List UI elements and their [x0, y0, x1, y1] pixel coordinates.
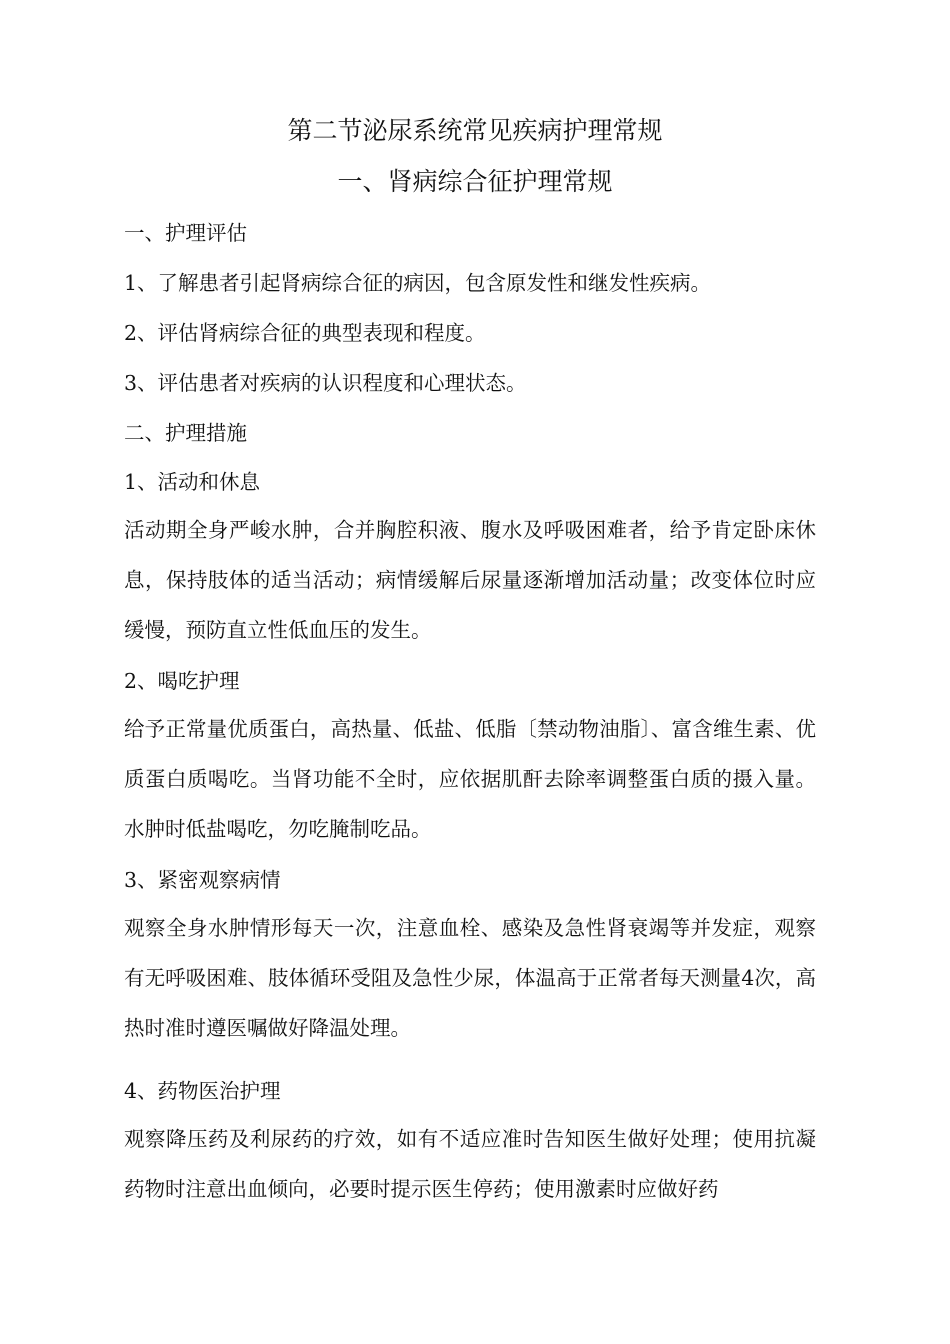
paragraph-observation: 观察全身水肿情形每天一次，注意血栓、感染及急性肾衰竭等并发症，观察有无呼吸困难、肢体循环受阻及急性少尿，体温高于正常者每天测量4次，高热时准时遵医嘱做好降温处理。 — [124, 916, 816, 1040]
section-heading-measures: 二、护理措施 — [124, 421, 247, 445]
paragraph-activity: 活动期全身严峻水肿，合并胸腔积液、腹水及呼吸困难者，给予肯定卧床休息，保持肢体的适当活动；病情缓解后尿量逐渐增加活动量；改变体位时应缓慢，预防直立性低血压的发生。 — [124, 518, 816, 642]
section-heading-assessment: 一、护理评估 — [124, 221, 247, 245]
subsection-heading-medication: 4、药物医治护理 — [124, 1079, 281, 1103]
assessment-item-3: 3、评估患者对疾病的认识程度和心理状态。 — [124, 371, 527, 395]
assessment-item-2: 2、评估肾病综合征的典型表现和程度。 — [124, 321, 486, 345]
assessment-item-1: 1、了解患者引起肾病综合征的病因，包含原发性和继发性疾病。 — [124, 271, 712, 295]
document-subtitle: 一、肾病综合征护理常规 — [337, 167, 613, 196]
document-title: 第二节泌尿系统常见疾病护理常规 — [287, 116, 663, 145]
subsection-heading-activity: 1、活动和休息 — [124, 470, 261, 494]
subsection-heading-observation: 3、紧密观察病情 — [124, 868, 281, 892]
paragraph-medication: 观察降压药及利尿药的疗效，如有不适应准时告知医生做好处理；使用抗凝药物时注意出血倾向，必要时提示医生停药；使用激素时应做好药 — [124, 1127, 816, 1201]
subsection-heading-diet: 2、喝吃护理 — [124, 669, 240, 693]
paragraph-diet: 给予正常量优质蛋白，高热量、低盐、低脂〔禁动物油脂〕、富含维生素、优质蛋白质喝吃。当肾功能不全时，应依据肌酐去除率调整蛋白质的摄入量。水肿时低盐喝吃，勿吃腌制吃品。 — [124, 717, 816, 841]
